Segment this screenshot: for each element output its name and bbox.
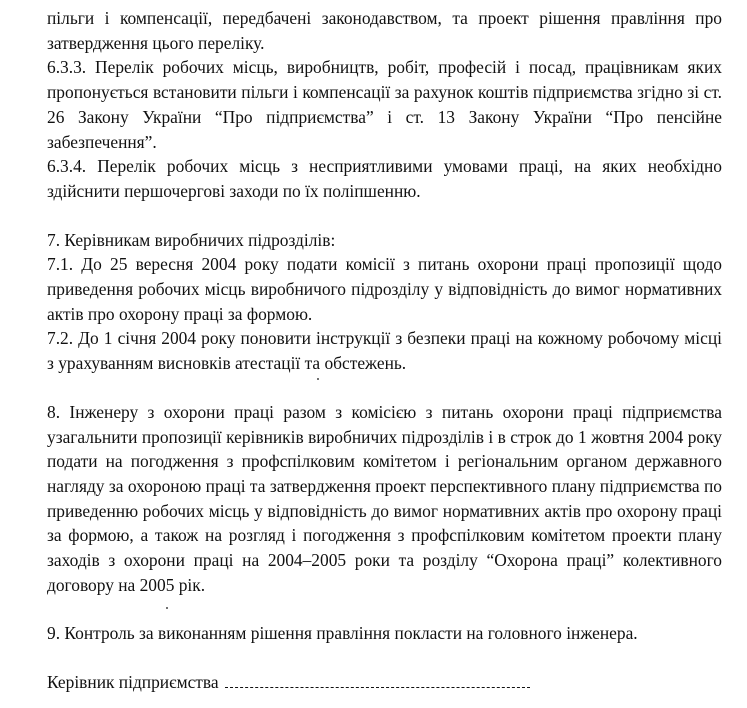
scan-speck [166, 607, 168, 609]
signature-line [225, 673, 530, 688]
paragraph-6-3-3: 6.3.3. Перелік робочих місць, виробництв, робіт, професій і посад, працівникам яких пропонується встановити пільги і компенсації за рахунок коштів підприємства згідно зі ст. 26 Закону України “Про підприємства” і ст. 13 Закону України “Про пенсійне забезпечення”. [47, 57, 722, 152]
paragraph-9: 9. Контроль за виконанням рішення правління покласти на головного інженера. [47, 623, 638, 644]
paragraph-8: 8. Інженеру з охорони праці разом з комісією з питань охорони праці підприємства узагальнити пропозиції керівників виробничих підрозділів і в строк до 1 жовтня 2004 року подати на погодження з профспілковим комітетом і регіональним органом державного нагляду за охороною праці та затвердження проект перспективного плану підприємства по приведенню робочих місць у відповідність до вимог нормативних актів про охорону праці за формою, а також на розгляд і погодження з профспілковим комітетом проекти плану заходів з охорони праці на 2004–2005 роки та розділу “Охорона праці” колективного договору на 2005 рік. [47, 401, 722, 595]
signature-block [47, 670, 722, 695]
paragraph-intro: пільги і компенсації, передбачені законодавством, та проект рішення правління про затвердження цього переліку. [47, 8, 722, 53]
spacer [47, 646, 722, 670]
paragraph-7-1: 7.1. До 25 вересня 2004 року подати комісії з питань охорони праці пропозиції щодо приведення робочих місць виробничого підрозділу у відповідність до вимог нормативних актів про охорону праці за формою. [47, 254, 722, 324]
spacer [47, 597, 722, 621]
paragraph-7-2: 7.2. До 1 січня 2004 року поновити інструкції з безпеки праці на кожному робочому місці з урахуванням висновків атестації та обстежень. [47, 328, 722, 374]
section-7-heading: 7. Керівникам виробничих підрозділів: [47, 229, 336, 250]
spacer [47, 376, 722, 400]
document-page [47, 6, 722, 695]
signature-label: Керівник підприємства [47, 672, 219, 693]
spacer [47, 204, 722, 228]
paragraph-6-3-4: 6.3.4. Перелік робочих місць з несприятливими умовами праці, на яких необхідно здійснити першочергові заходи по їх поліпшенню. [47, 156, 722, 201]
scan-speck [317, 378, 319, 380]
